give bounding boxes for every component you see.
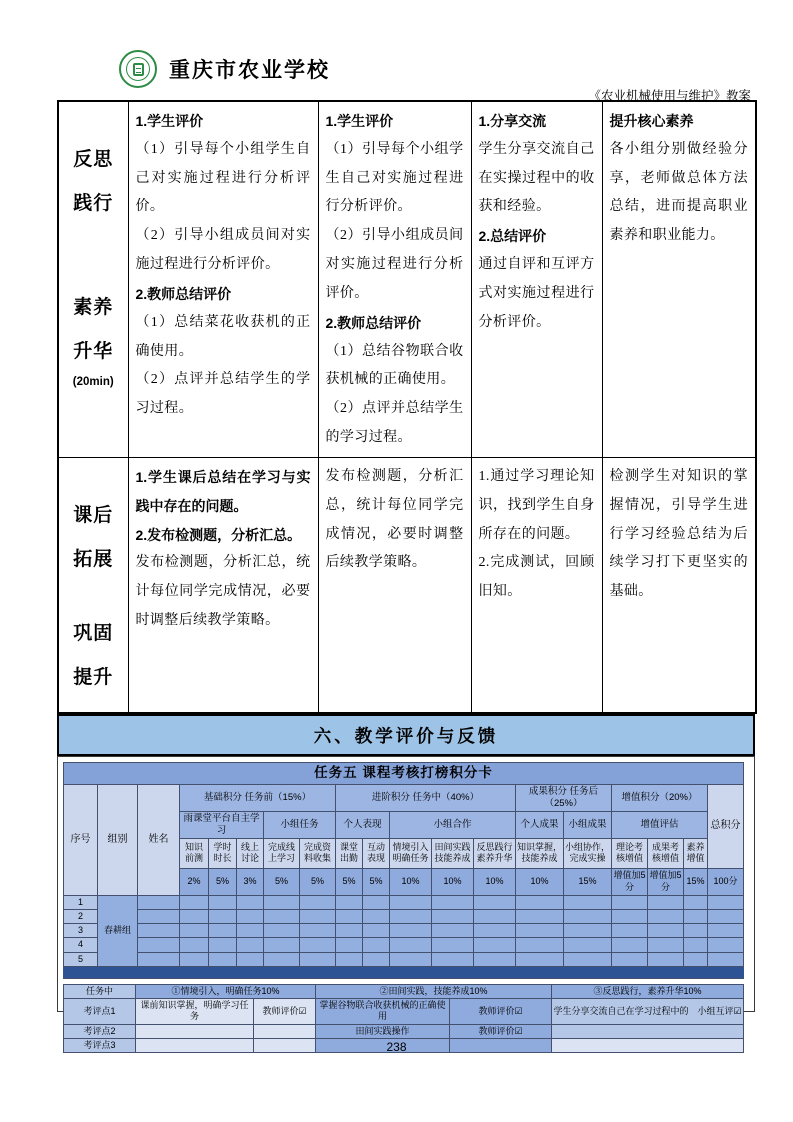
document-label: 《农业机械使用与维护》教案 — [588, 89, 751, 103]
empty-score-cell — [612, 895, 648, 909]
lesson-plan-cell — [602, 101, 756, 457]
empty-score-cell — [336, 938, 363, 952]
score-criterion: 课堂出勤 — [336, 838, 363, 868]
empty-score-cell — [648, 924, 684, 938]
empty-score-cell — [237, 952, 264, 966]
empty-score-cell — [264, 952, 300, 966]
empty-score-cell — [564, 952, 612, 966]
cell-paragraph: 1.通过学习理论知识，找到学生自身所存在的问题。 — [478, 468, 595, 542]
empty-score-cell — [300, 924, 336, 938]
footer-band1-evaluator: 教师评价☑ — [254, 999, 316, 1025]
empty-score-cell — [209, 909, 237, 923]
cell-heading: 2.总结评价 — [478, 228, 547, 245]
empty-score-cell — [138, 895, 180, 909]
score-weight: 5% — [209, 868, 237, 895]
cell-heading: 2.教师总结评价 — [325, 314, 422, 331]
footer-band2-content: 掌握谷物联合收获机械的正确使用 — [316, 999, 450, 1025]
score-criterion: 线上讨论 — [237, 838, 264, 868]
empty-score-cell — [474, 895, 516, 909]
empty-score-cell — [564, 909, 612, 923]
score-weight: 5% — [264, 868, 300, 895]
score-weight: 10% — [390, 868, 432, 895]
score-card-table — [63, 762, 744, 979]
empty-score-cell — [612, 938, 648, 952]
cell-paragraph: （1）引导每个小组学生自己对实施过程进行分析评价。 — [135, 141, 311, 215]
empty-score-cell — [474, 952, 516, 966]
footer-stage-label: 任务中 — [64, 984, 136, 998]
empty-score-cell — [390, 952, 432, 966]
empty-score-cell — [474, 938, 516, 952]
empty-score-cell — [612, 952, 648, 966]
empty-score-cell — [432, 895, 474, 909]
score-criterion: 素养增值 — [684, 838, 708, 868]
score-weight: 增值加5分 — [648, 868, 684, 895]
student-row — [64, 924, 744, 938]
cell-heading: 提升核心素养 — [609, 113, 694, 129]
empty-score-cell — [363, 938, 390, 952]
score-group-row — [64, 785, 744, 812]
score-criterion: 田间实践技能养成 — [432, 838, 474, 868]
footer-band2-evaluator: 教师评价☑ — [450, 999, 552, 1025]
empty-score-cell — [264, 938, 300, 952]
stage-label-line: 课后 — [73, 504, 114, 526]
footer-band3-content — [552, 1024, 744, 1038]
lesson-plan-cell — [602, 457, 756, 713]
student-row — [64, 938, 744, 952]
empty-score-cell — [300, 909, 336, 923]
empty-score-cell — [390, 938, 432, 952]
score-criterion: 情境引入明确任务 — [390, 838, 432, 868]
footer-point-row — [64, 1024, 744, 1038]
empty-score-cell — [432, 952, 474, 966]
score-group-header: 成果积分 任务后（25%） — [516, 785, 612, 812]
cell-paragraph: （1）总结谷物联合收获机械的正确使用。 — [325, 343, 464, 388]
empty-score-cell — [209, 924, 237, 938]
footer-point-label: 考评点3 — [64, 1038, 136, 1052]
empty-score-cell — [390, 924, 432, 938]
empty-score-cell — [209, 938, 237, 952]
footer-band2-content: 田间实践操作 — [316, 1024, 450, 1038]
score-criterion: 完成线上学习 — [264, 838, 300, 868]
footer-band-header: ③反思践行，素养升华10% — [552, 984, 744, 998]
empty-score-cell — [612, 909, 648, 923]
cell-paragraph: 通过自评和互评方式对实施过程进行分析评价。 — [478, 257, 595, 330]
stage-label-line: 升华 — [73, 341, 114, 362]
student-row — [64, 895, 744, 909]
stage-label-line: 巩固 — [73, 622, 114, 644]
empty-score-cell — [237, 895, 264, 909]
empty-score-cell — [209, 895, 237, 909]
stage-gap — [66, 582, 121, 612]
cell-paragraph: （1）总结菜花收获机的正确使用。 — [135, 314, 311, 359]
stage-label-line: 提升 — [73, 666, 114, 688]
score-weight: 15% — [564, 868, 612, 895]
empty-score-cell — [264, 909, 300, 923]
empty-score-cell — [564, 924, 612, 938]
id-column-header: 序号 — [64, 785, 98, 896]
empty-score-cell — [336, 909, 363, 923]
student-row — [64, 909, 744, 923]
score-subgroup-header: 个人成果 — [516, 811, 564, 838]
empty-score-cell — [516, 895, 564, 909]
empty-score-cell — [648, 909, 684, 923]
empty-score-cell — [138, 924, 180, 938]
lesson-plan-cell — [471, 457, 602, 713]
empty-score-cell — [336, 924, 363, 938]
lesson-plan-cell — [471, 101, 602, 457]
empty-score-cell — [684, 895, 708, 909]
cell-paragraph: 各小组分别做经验分享，老师做总体方法总结，进而提高职业素养和职业能力。 — [609, 141, 748, 244]
school-name: 重庆市农业学校 — [169, 59, 330, 82]
empty-score-cell — [708, 952, 744, 966]
cell-paragraph: （2）引导小组成员间对实施过程进行分析评价。 — [325, 228, 464, 301]
empty-score-cell — [336, 952, 363, 966]
cell-heading: 1.学生评价 — [325, 113, 394, 129]
school-logo-inner-ring — [126, 57, 150, 81]
lesson-plan-cell — [318, 457, 471, 713]
empty-score-cell — [390, 909, 432, 923]
school-seal-glyph — [133, 63, 144, 76]
score-criterion: 知识前测 — [180, 838, 209, 868]
footer-band-header: ①情境引入，明确任务10% — [136, 984, 316, 998]
page-header — [57, 48, 755, 103]
cell-heading: 2.教师总结评价 — [135, 285, 232, 302]
score-subgroup-header: 小组成果 — [564, 811, 612, 838]
group-name-cell: 春耕组 — [98, 895, 138, 966]
student-number-cell: 1 — [64, 895, 98, 909]
empty-score-cell — [648, 952, 684, 966]
stage-label-line: 拓展 — [73, 548, 114, 570]
footer-band1-content — [136, 1024, 254, 1038]
empty-score-cell — [300, 895, 336, 909]
empty-score-cell — [432, 938, 474, 952]
score-subgroup-header: 个人表现 — [336, 811, 390, 838]
score-subgroup-header: 小组任务 — [264, 811, 336, 838]
student-number-cell: 4 — [64, 938, 98, 952]
score-weight: 增值加5分 — [612, 868, 648, 895]
score-criterion: 反思践行素养升华 — [474, 838, 516, 868]
cell-paragraph: （1）引导每个小组学生自己对实施过程进行分析评价。 — [325, 141, 464, 215]
stage-label-cell — [58, 101, 128, 457]
empty-score-cell — [264, 895, 300, 909]
section-header: 六、教学评价与反馈 — [57, 714, 755, 756]
empty-score-cell — [180, 952, 209, 966]
lesson-plan-cell — [128, 457, 318, 713]
score-weight: 5% — [300, 868, 336, 895]
lesson-plan-row — [58, 457, 756, 713]
stage-gap — [66, 226, 121, 286]
cell-heading: 1.学生课后总结在学习与实践中存在的问题。 — [135, 468, 311, 514]
score-criterion: 知识掌握，技能养成 — [516, 838, 564, 868]
score-criterion: 理论考核增值 — [612, 838, 648, 868]
stage-label-line: 素养 — [73, 297, 114, 318]
footer-band2-evaluator: 教师评价☑ — [450, 1024, 552, 1038]
score-group-header: 进阶积分 任务中（40%） — [336, 785, 516, 812]
lesson-plan-row — [58, 101, 756, 457]
cell-paragraph: （2）点评并总结学生的学习过程。 — [135, 372, 311, 417]
score-criterion: 小组协作，完成实操 — [564, 838, 612, 868]
score-criterion: 完成资料收集 — [300, 838, 336, 868]
empty-score-cell — [612, 924, 648, 938]
empty-score-cell — [684, 924, 708, 938]
empty-score-cell — [138, 952, 180, 966]
total-score-header: 总积分 — [708, 785, 744, 869]
empty-score-cell — [516, 952, 564, 966]
empty-score-cell — [474, 924, 516, 938]
empty-score-cell — [180, 909, 209, 923]
empty-score-cell — [363, 952, 390, 966]
empty-score-cell — [564, 895, 612, 909]
score-group-header: 基础积分 任务前（15%） — [180, 785, 336, 812]
empty-score-cell — [363, 895, 390, 909]
empty-score-cell — [336, 895, 363, 909]
footer-band-header: ②田间实践，技能养成10% — [316, 984, 552, 998]
empty-score-cell — [363, 909, 390, 923]
lesson-plan-table — [57, 100, 757, 714]
empty-score-cell — [516, 909, 564, 923]
score-title-row — [64, 763, 744, 785]
empty-score-cell — [180, 938, 209, 952]
score-weight: 5% — [363, 868, 390, 895]
school-logo-icon — [119, 50, 157, 88]
score-criterion: 互动表现 — [363, 838, 390, 868]
footer-band3-content: 学生分享交流自己在学习过程中的 小组互评☑ — [552, 999, 744, 1025]
empty-score-cell — [432, 909, 474, 923]
empty-score-cell — [209, 952, 237, 966]
empty-score-cell — [474, 909, 516, 923]
cell-heading: 2.发布检测题，分析汇总。 — [135, 526, 302, 543]
empty-score-cell — [300, 952, 336, 966]
empty-score-cell — [363, 924, 390, 938]
empty-score-cell — [708, 895, 744, 909]
score-weight: 10% — [516, 868, 564, 895]
footer-point-label: 考评点2 — [64, 1024, 136, 1038]
footer-point-row — [64, 999, 744, 1025]
score-weight: 5% — [336, 868, 363, 895]
empty-score-cell — [684, 938, 708, 952]
empty-score-cell — [237, 938, 264, 952]
score-group-header: 增值积分（20%） — [612, 785, 708, 812]
student-number-cell: 5 — [64, 952, 98, 966]
score-weight: 10% — [432, 868, 474, 895]
separator-row — [64, 966, 744, 978]
empty-score-cell — [708, 924, 744, 938]
empty-score-cell — [180, 895, 209, 909]
separator-band — [64, 966, 744, 978]
lesson-plan-cell — [128, 101, 318, 457]
footer-header-row — [64, 984, 744, 998]
empty-score-cell — [138, 909, 180, 923]
footer-point-label: 考评点1 — [64, 999, 136, 1025]
score-weight: 3% — [237, 868, 264, 895]
score-subgroup-header: 小组合作 — [390, 811, 516, 838]
score-card-title: 任务五 课程考核打榜积分卡 — [64, 763, 744, 785]
empty-score-cell — [390, 895, 432, 909]
empty-score-cell — [648, 895, 684, 909]
empty-score-cell — [138, 938, 180, 952]
score-weight: 2% — [180, 868, 209, 895]
stage-duration: (20min) — [72, 376, 114, 388]
empty-score-cell — [708, 938, 744, 952]
score-weight: 10% — [474, 868, 516, 895]
footer-band1-content: 课前知识掌握，明确学习任务 — [136, 999, 254, 1025]
student-number-cell: 3 — [64, 924, 98, 938]
cell-paragraph: 检测学生对知识的掌握情况，引导学生进行学习经验总结为后续学习打下更坚实的基础。 — [609, 468, 748, 600]
empty-score-cell — [180, 924, 209, 938]
empty-score-cell — [708, 909, 744, 923]
empty-score-cell — [516, 924, 564, 938]
empty-score-cell — [237, 924, 264, 938]
empty-score-cell — [648, 938, 684, 952]
id-column-header: 姓名 — [138, 785, 180, 896]
student-number-cell: 2 — [64, 909, 98, 923]
empty-score-cell — [516, 938, 564, 952]
stage-label-cell — [58, 457, 128, 713]
stage-label-line: 反思 — [73, 149, 114, 170]
score-subgroup-header: 增值评估 — [612, 811, 708, 838]
empty-score-cell — [564, 938, 612, 952]
empty-score-cell — [684, 952, 708, 966]
score-criterion: 学时时长 — [209, 838, 237, 868]
id-column-header: 组别 — [98, 785, 138, 896]
empty-score-cell — [432, 924, 474, 938]
cell-paragraph: 发布检测题，分析汇总，统计每位同学完成情况，必要时调整后续教学策略。 — [135, 555, 311, 629]
score-criterion: 成果考核增值 — [648, 838, 684, 868]
empty-score-cell — [237, 909, 264, 923]
cell-paragraph: 2.完成测试，回顾旧知。 — [478, 555, 595, 600]
cell-paragraph: 发布检测题，分析汇总，统计每位同学完成情况，必要时调整后续教学策略。 — [325, 468, 464, 571]
cell-paragraph: 学生分享交流自己在实操过程中的收获和经验。 — [478, 141, 595, 215]
empty-score-cell — [684, 909, 708, 923]
score-subgroup-header: 雨课堂平台自主学习 — [180, 811, 264, 838]
cell-heading: 1.分享交流 — [478, 113, 547, 129]
empty-score-cell — [264, 924, 300, 938]
stage-label-line: 践行 — [73, 193, 114, 214]
lesson-plan-cell — [318, 101, 471, 457]
page-number: 238 — [386, 1040, 407, 1054]
cell-paragraph: （2）引导小组成员间对实施过程进行分析评价。 — [135, 228, 311, 273]
empty-score-cell — [300, 938, 336, 952]
cell-paragraph: （2）点评并总结学生的学习过程。 — [325, 401, 464, 446]
score-weight: 15% — [684, 868, 708, 895]
footer-band1-evaluator — [254, 1024, 316, 1038]
cell-heading: 1.学生评价 — [135, 113, 204, 129]
student-row — [64, 952, 744, 966]
total-score-weight: 100分 — [708, 868, 744, 895]
